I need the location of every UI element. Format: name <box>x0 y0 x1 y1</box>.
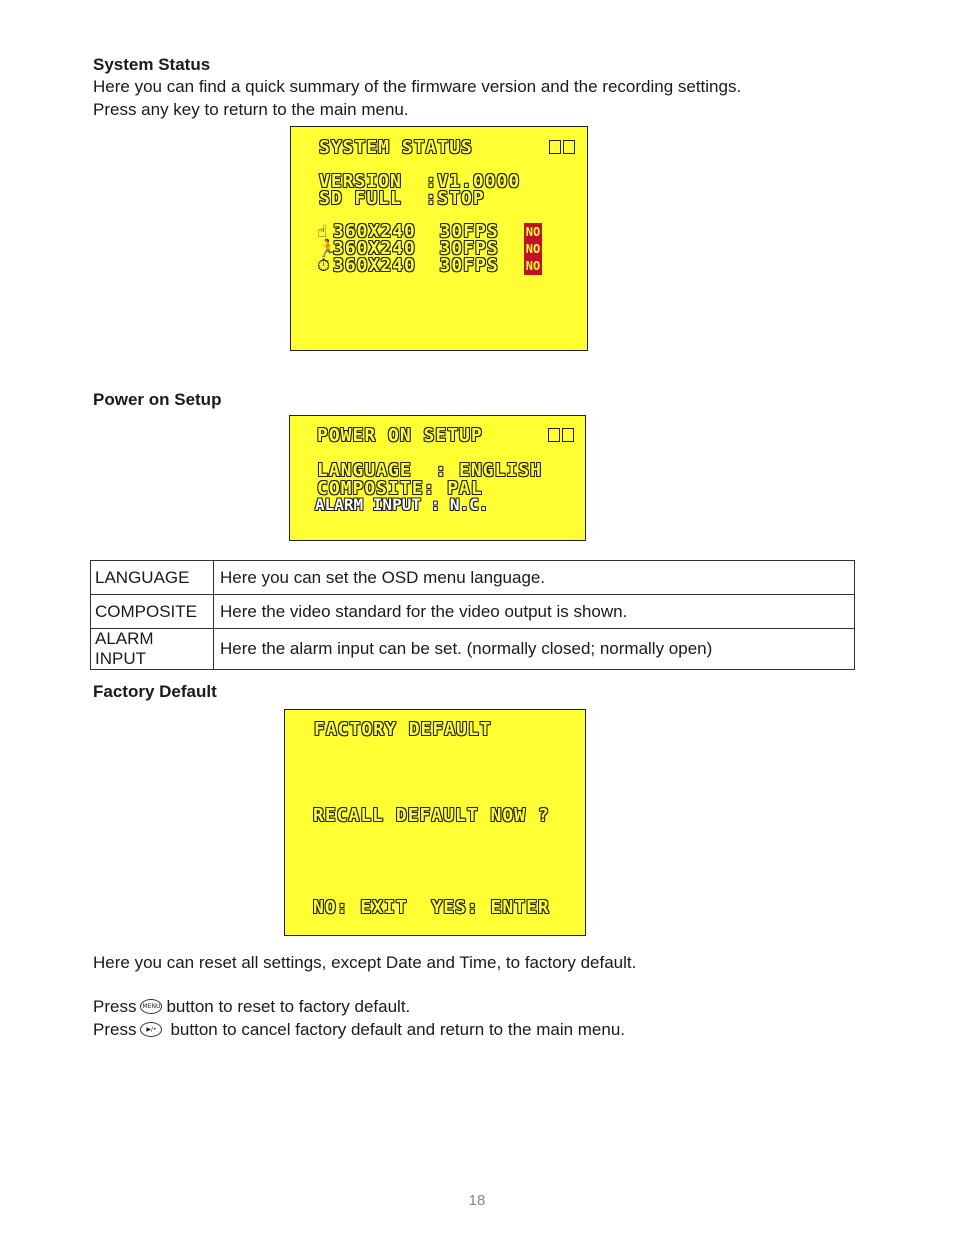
osd-options-line: NO: EXIT YES: ENTER <box>313 897 550 918</box>
no-badge: NO <box>525 259 541 273</box>
play-button-icon: ▶/• <box>140 1022 162 1037</box>
osd-title: FACTORY DEFAULT <box>314 719 492 740</box>
clock-icon: ⏱ <box>317 256 331 276</box>
system-status-heading: System Status <box>93 55 211 74</box>
menu-instruction-text: button to reset to factory default. <box>166 997 411 1016</box>
osd-language-line: LANGUAGE : ENGLISH <box>317 460 542 481</box>
table-key: COMPOSITE <box>91 595 214 629</box>
table-row <box>91 561 855 595</box>
table-row <box>91 629 855 670</box>
power-on-setup-osd-screen <box>289 415 586 541</box>
play-button-instruction <box>93 1018 625 1041</box>
power-on-setup-table <box>90 560 855 670</box>
play-instruction-text: button to cancel factory default and return to the main menu. <box>170 1020 626 1039</box>
osd-record-row: 360X240 30FPS <box>333 221 499 242</box>
osd-sd-line: SD FULL :STOP <box>319 188 485 209</box>
table-value: Here you can set the OSD menu language. <box>214 561 855 595</box>
osd-version-line: VERSION :V1.0000 <box>319 171 521 192</box>
menu-button-icon: MENU <box>140 999 162 1014</box>
osd-recall-question: RECALL DEFAULT NOW ? <box>313 805 550 826</box>
table-row <box>91 595 855 629</box>
osd-record-row: 360X240 30FPS <box>333 255 499 276</box>
factory-default-osd-screen <box>284 709 586 936</box>
osd-title: POWER ON SETUP <box>317 425 483 446</box>
osd-title: SYSTEM STATUS <box>319 137 473 158</box>
no-badge: NO <box>525 225 541 239</box>
factory-default-description: Here you can reset all settings, except Date and Time, to factory default. <box>93 953 637 972</box>
system-status-line-1: Here you can find a quick summary of the firmware version and the recording settings. <box>93 77 742 96</box>
table-value: Here the video standard for the video output is shown. <box>214 595 855 629</box>
table-key: ALARM INPUT <box>91 629 214 670</box>
hand-icon: ☝ <box>317 222 328 242</box>
osd-indicator-boxes <box>548 428 574 442</box>
table-value: Here the alarm input can be set. (normally closed; normally open) <box>214 629 855 670</box>
osd-alarm-line-selected: ALARM INPUT : N.C. <box>315 495 489 514</box>
power-on-setup-heading: Power on Setup <box>93 390 222 409</box>
person-icon: 🏃 <box>317 239 339 259</box>
press-word: Press <box>93 997 137 1016</box>
osd-composite-line: COMPOSITE: PAL <box>317 478 483 499</box>
menu-button-instruction <box>93 995 410 1018</box>
table-key: LANGUAGE <box>91 561 214 595</box>
page-number: 18 <box>468 1192 486 1209</box>
osd-record-row: 360X240 30FPS <box>333 238 499 259</box>
factory-default-heading: Factory Default <box>93 682 217 701</box>
system-status-osd-screen <box>290 126 588 351</box>
press-word: Press <box>93 1020 137 1039</box>
no-badge: NO <box>525 242 541 256</box>
osd-indicator-boxes <box>549 140 575 154</box>
system-status-line-2: Press any key to return to the main menu. <box>93 100 409 119</box>
